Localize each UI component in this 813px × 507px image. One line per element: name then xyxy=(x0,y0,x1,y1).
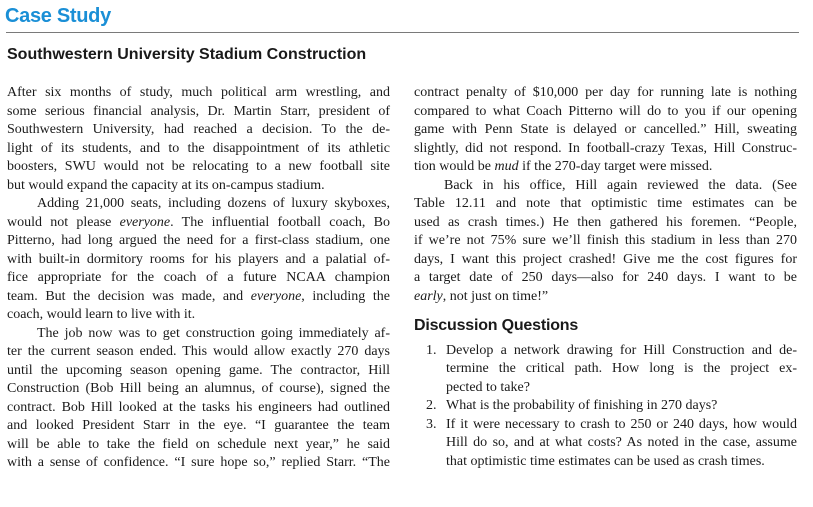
question-number: 2. xyxy=(426,398,437,413)
body-line: coach, would learn to live with it. xyxy=(7,307,196,322)
body-line: The job now was to get construction going immediately af- xyxy=(37,325,390,341)
question-line: If it were necessary to crash to 250 or 240 days, how would xyxy=(446,416,797,432)
body-line: used as crash times.) He then gathered his foremen. “People, xyxy=(414,214,797,230)
body-line: After six months of study, much political arm wrestling, and xyxy=(7,85,390,100)
body-line: some serious financial analysis, Dr. Martin Starr, president of xyxy=(7,103,390,119)
body-line: with a sense of confidence. “I sure hope so,” replied Starr. “The xyxy=(7,455,390,470)
left-column xyxy=(7,84,390,473)
body-line: tion would be mud if the 270-day target were missed. xyxy=(414,159,713,174)
question-item xyxy=(414,416,797,472)
body-line: a target date of 250 days—also for 240 days. I want to be xyxy=(414,270,797,285)
body-line: would not please everyone. The influential football coach, Bo xyxy=(7,214,390,230)
question-line: pected to take? xyxy=(446,379,530,395)
header-divider xyxy=(6,32,799,33)
body-line: and looked President Starr in the eye. “I guarantee the team xyxy=(7,418,390,433)
body-line: contract. Bob Hill looked at the tasks his engineers had outlined xyxy=(7,399,390,415)
body-line: Adding 21,000 seats, including dozens of luxury skyboxes, xyxy=(37,196,390,211)
body-line: fice appropriate for the coach of a future NCAA champion xyxy=(7,270,390,285)
body-line: boosters, SWU would not be relocating to a new football site xyxy=(7,159,390,174)
case-title: Southwestern University Stadium Construction xyxy=(7,46,367,63)
question-line: Develop a network drawing for Hill Construction and de- xyxy=(446,342,797,358)
question-line: What is the probability of finishing in 270 days? xyxy=(446,398,718,413)
question-item xyxy=(414,342,797,398)
body-line: ter the current season ended. This would allow exactly 270 days xyxy=(7,344,390,359)
question-line: that optimistic time estimates can be used as crash times. xyxy=(446,453,765,469)
body-line: slightly, did not respond. In football-crazy Texas, Hill Construc- xyxy=(414,140,797,156)
body-line: with built-in dormitory rooms for his players and a palatial of- xyxy=(7,251,390,267)
discussion-heading: Discussion Questions xyxy=(414,317,579,334)
question-line: Hill do so, and at what costs? As noted in the case, assume xyxy=(446,435,797,450)
section-label: Case Study xyxy=(5,5,111,27)
discussion-questions xyxy=(414,342,797,472)
body-line: Pitterno, had long argued the need for a first-class stadium, one xyxy=(7,233,390,248)
body-line: early, not just on time!” xyxy=(414,288,549,304)
body-line: if we’re not 75% sure we’ll finish this stadium in less than 270 xyxy=(414,233,797,248)
body-line: will be able to take the field on schedule next year,” he said xyxy=(7,436,390,452)
body-line: light of its students, and to the disappointment of its athletic xyxy=(7,140,390,156)
right-column xyxy=(414,84,797,471)
body-line: team. But the decision was made, and everyone, including the xyxy=(7,288,390,304)
question-number: 3. xyxy=(426,416,437,432)
question-number: 1. xyxy=(426,342,437,358)
body-line: days, I want this project crashed! Give me the cost figures for xyxy=(414,251,797,267)
question-line: termine the critical path. How long is the project ex- xyxy=(446,361,797,376)
body-line: game with Penn State is delayed or cancelled.” Hill, sweating xyxy=(414,122,797,137)
question-item xyxy=(414,397,797,416)
body-line: Back in his office, Hill again reviewed the data. (See xyxy=(444,177,797,193)
body-line: Table 12.11 and note that optimistic time estimates can be xyxy=(414,196,797,211)
body-line: Construction (Bob Hill being an alumnus, of course), signed the xyxy=(7,381,390,396)
body-line: compared to what Coach Pitterno will do to you if our opening xyxy=(414,103,797,119)
body-line: until the upcoming season opening game. The contractor, Hill xyxy=(7,362,390,378)
body-line: Southwestern University, had reached a decision. To the de- xyxy=(7,122,390,137)
body-line: but would expand the capacity at its on-campus stadium. xyxy=(7,177,325,193)
body-line: contract penalty of $10,000 per day for running late is nothing xyxy=(414,85,797,100)
